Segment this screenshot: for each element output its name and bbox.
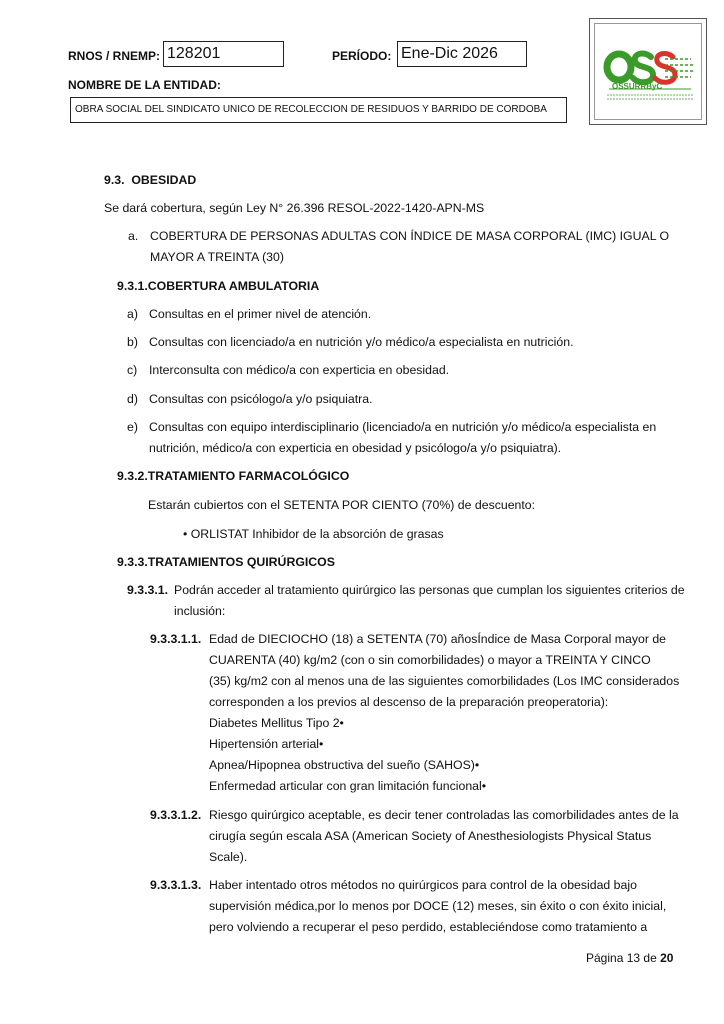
amb-text-a: Consultas en el primer nivel de atención. [149,307,372,321]
periodo-label: PERÍODO: [332,49,392,63]
criterion-3-line: supervisión médica,por lo menos por DOCE (12) meses, sin éxito o con éxito inicial, [209,899,667,913]
orlistat-bullet: • ORLISTAT Inhibidor de la absorción de grasas [183,527,444,541]
item-a-line1: COBERTURA DE PERSONAS ADULTAS CON ÍNDICE DE MASA CORPORAL (IMC) IGUAL O [150,229,670,243]
entidad-field: OBRA SOCIAL DEL SINDICATO UNICO DE RECOLECCION DE RESIDUOS Y BARRIDO DE CORDOBA [70,97,567,123]
periodo-field: Ene-Dic 2026 [397,41,527,67]
coverage-intro: Se dará cobertura, según Ley N° 26.396 RESOL-2022-1420-APN-MS [104,201,485,215]
criterion-1-line: Edad de DIECIOCHO (18) a SETENTA (70) añosÍndice de Masa Corporal mayor de [209,632,667,646]
criterion-1-line: corresponden a los previos al descenso de la preparación preoperatoria): [209,695,609,709]
comorbidity-item: Enfermedad articular con gran limitación funcional• [209,779,487,793]
section-9-3-1-heading: 9.3.1.COBERTURA AMBULATORIA [117,279,320,293]
amb-letter-a: a) [127,307,138,321]
criterion-3-line: Haber intentado otros métodos no quirúrgicos para control de la obesidad bajo [209,878,637,892]
criterion-2-line: cirugía según escala ASA (American Society of Anesthesiologists Physical Status [209,829,652,843]
page-of: de [643,951,657,965]
page-number [586,951,673,965]
criterion-1-number: 9.3.3.1.1. [150,632,202,646]
rnos-field: 128201 [163,41,284,67]
section-9-3-3-heading: 9.3.3.TRATAMIENTOS QUIRÚRGICOS [117,555,335,569]
amb-letter-d: d) [127,392,138,406]
comorbidity-item: Hipertensión arterial• [209,737,324,751]
section-9-3-2-heading: 9.3.2.TRATAMIENTO FARMACOLÓGICO [117,469,350,483]
farm-text: Estarán cubiertos con el SETENTA POR CIENTO (70%) de descuento: [148,498,536,512]
criterion-3-line: pero volviendo a recuperar el peso perdido, estableciéndose como tratamiento a [209,920,648,934]
amb-letter-b: b) [127,335,138,349]
criterion-1-line: (35) kg/m2 con al menos una de las siguientes comorbilidades (Los IMC considerados [209,674,680,688]
criterion-2-number: 9.3.3.1.2. [150,808,202,822]
item-a-letter: a. [128,229,139,243]
amb-text-b: Consultas con licenciado/a en nutrición y/o médico/a especialista en nutrición. [149,335,574,349]
comorbidity-item: Diabetes Mellitus Tipo 2• [209,716,344,730]
section-9-3-3-1-number: 9.3.3.1. [127,583,169,597]
comorbidity-item: Apnea/Hipopnea obstructiva del sueño (SAHOS)• [209,758,480,772]
amb-text-e-line2: nutrición, médico/a con experticia en obesidad y psicólogo/a y/o psiquiatra). [149,441,562,455]
criterion-1-line: CUARENTA (40) kg/m2 (con o sin comorbilidades) o mayor a TREINTA Y CINCO [209,653,651,667]
ossurrbyc-logo [599,45,699,105]
page-current: 13 [626,951,641,965]
criterion-2-line: Riesgo quirúrgico aceptable, es decir tener controladas las comorbilidades antes de la [209,808,679,822]
amb-text-e: Consultas con equipo interdisciplinario (licenciado/a en nutrición y/o médico/a especialista en [149,420,657,434]
section-9-3-3-1-line1: Podrán acceder al tratamiento quirúrgico las personas que cumplan los siguientes criterios de [174,583,685,597]
amb-text-c: Interconsulta con médico/a con experticia en obesidad. [149,363,450,377]
item-a-line2: MAYOR A TREINTA (30) [150,250,284,264]
section-9-3-number: 9.3. [104,173,125,187]
entidad-label: NOMBRE DE LA ENTIDAD: [68,78,221,92]
rnos-label: RNOS / RNEMP: [68,49,161,63]
section-9-3-title: OBESIDAD [131,173,197,187]
amb-letter-e: e) [127,420,138,434]
section-9-3-heading [104,170,196,191]
amb-text-d: Consultas con psicólogo/a y/o psiquiatra. [149,392,373,406]
amb-letter-c: c) [127,363,138,377]
logo-frame [589,18,707,125]
page-prefix: Página [586,951,624,965]
section-9-3-3-1-line2: inclusión: [174,604,226,618]
logo-name: OSSURRByC [612,82,663,91]
criterion-2-line: Scale). [209,850,248,864]
page-total: 20 [660,951,674,965]
criterion-3-number: 9.3.3.1.3. [150,878,202,892]
